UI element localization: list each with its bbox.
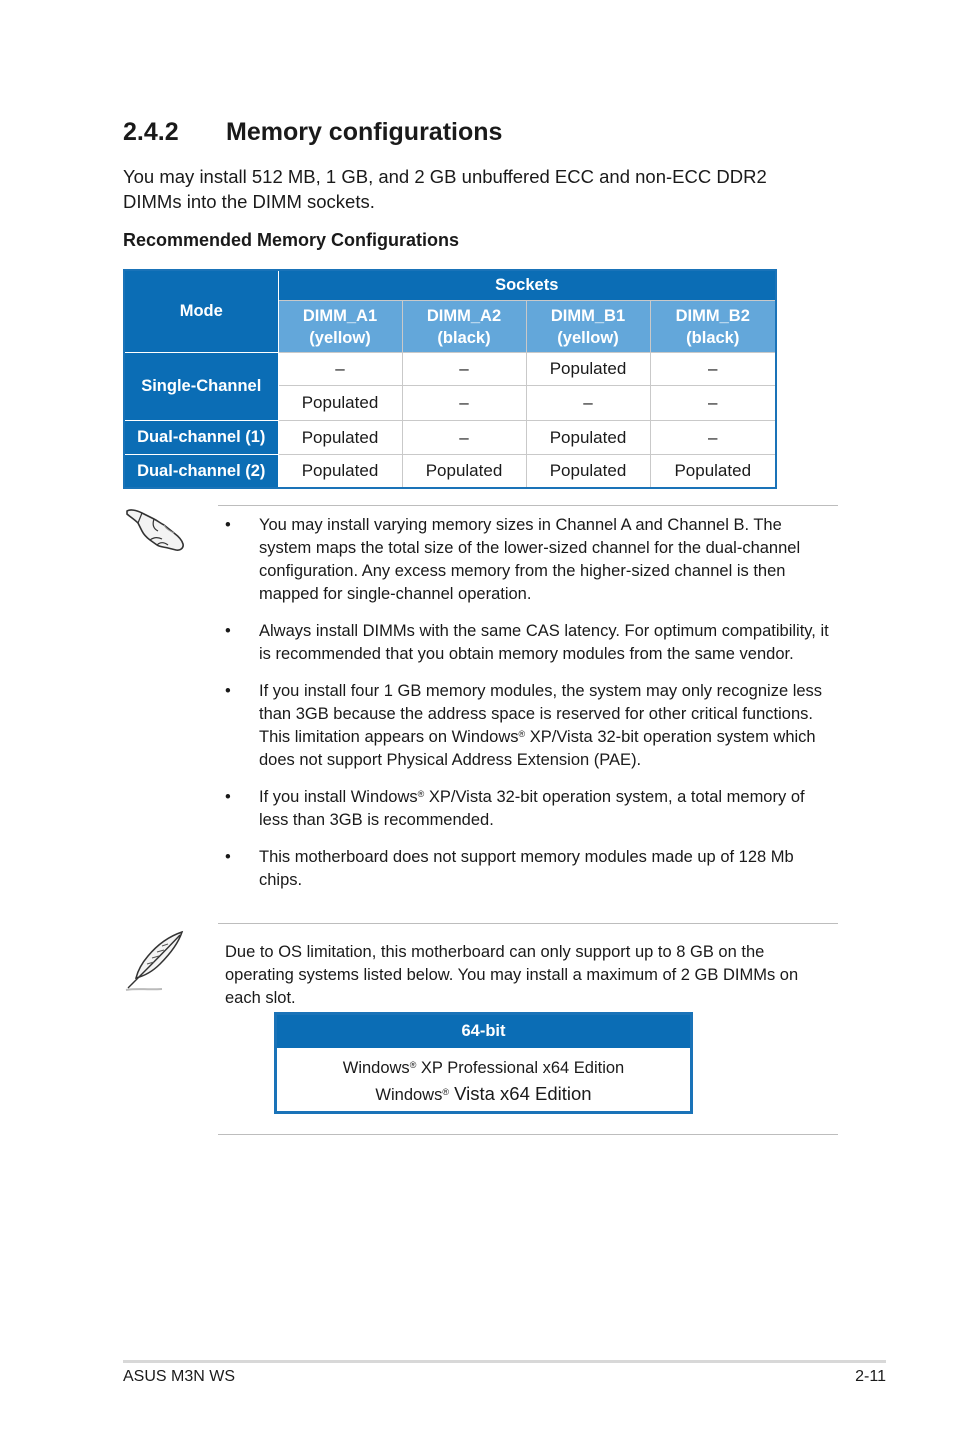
mode-header: Mode xyxy=(124,270,278,353)
table-caption: Recommended Memory Configurations xyxy=(123,230,460,250)
socket-header: DIMM_B1 (yellow) xyxy=(526,301,650,353)
page-number: 2-11 xyxy=(855,1368,886,1385)
section-number: 2.4.2 xyxy=(123,118,179,146)
sockets-header: Sockets xyxy=(278,270,776,301)
mode-cell: Dual-channel (2) xyxy=(124,455,278,489)
feather-note-icon xyxy=(122,930,188,994)
table-cell: Populated xyxy=(402,455,526,489)
table-row xyxy=(124,421,776,455)
table-row xyxy=(124,455,776,489)
table-cell: – xyxy=(650,421,776,455)
table-header: 64-bit xyxy=(277,1015,690,1048)
table-cell: Populated xyxy=(278,421,402,455)
hand-note-icon xyxy=(124,505,186,553)
section-title: Memory configurations xyxy=(226,118,503,146)
mode-cell: Single-Channel xyxy=(124,353,278,421)
table-row xyxy=(124,353,776,386)
table-cell: Populated xyxy=(526,455,650,489)
list-item: • Always install DIMMs with the same CAS latency. For optimum compatibility, it is recommended that you obtain memory modules from the same vendor. xyxy=(225,622,829,663)
table-cell: – xyxy=(650,386,776,421)
table-cell: Populated xyxy=(526,421,650,455)
socket-header: DIMM_A2 (black) xyxy=(402,301,526,353)
table-cell: – xyxy=(526,386,650,421)
table-body xyxy=(277,1048,690,1111)
list-item: • This motherboard does not support memory modules made up of 128 Mb chips. xyxy=(225,848,794,889)
table-cell: – xyxy=(402,353,526,386)
table-cell: – xyxy=(650,353,776,386)
os-entry: Windows® Vista x64 Edition xyxy=(375,1083,592,1104)
os-limitation-note: Due to OS limitation, this motherboard can only support up to 8 GB on the operating systems listed below. You may install a maximum of 2 GB DIMMs on each slot. xyxy=(225,943,799,1007)
list-item: • If you install Windows® XP/Vista 32-bit operation system, a total memory of less than 3GB is recommended. xyxy=(225,788,805,829)
table-cell: – xyxy=(278,353,402,386)
mode-cell: Dual-channel (1) xyxy=(124,421,278,455)
footer-divider xyxy=(123,1360,886,1363)
divider xyxy=(218,505,838,506)
table-cell: Populated xyxy=(526,353,650,386)
table-cell: – xyxy=(402,421,526,455)
intro-paragraph: You may install 512 MB, 1 GB, and 2 GB unbuffered ECC and non-ECC DDR2 DIMMs into the DIMM sockets. xyxy=(123,166,767,212)
os-entry: Windows® XP Professional x64 Edition xyxy=(342,1059,625,1077)
socket-header: DIMM_B2 (black) xyxy=(650,301,776,353)
divider xyxy=(218,923,838,924)
memory-config-table xyxy=(123,269,777,489)
table-cell: Populated xyxy=(278,386,402,421)
table-cell: Populated xyxy=(278,455,402,489)
notes-list xyxy=(218,514,836,906)
os-support-table xyxy=(274,1012,693,1114)
socket-header: DIMM_A1 (yellow) xyxy=(278,301,402,353)
divider xyxy=(218,1134,838,1135)
footer-product: ASUS M3N WS xyxy=(123,1368,236,1385)
table-cell: Populated xyxy=(650,455,776,489)
table-cell: – xyxy=(402,386,526,421)
list-item: • If you install four 1 GB memory modules, the system may only recognize less than 3GB because the address space is reserved for other critical functions. This limitation appears on Windows® XP/Vista 32-bit operation system which does not support Physical Address Extension (PAE). xyxy=(225,682,823,769)
list-item: • You may install varying memory sizes in Channel A and Channel B. The system maps the total size of the lower-sized channel for the dual-channel configuration. Any excess memory from the higher-sized channel is then mapped for single-channel operation. xyxy=(225,516,801,603)
